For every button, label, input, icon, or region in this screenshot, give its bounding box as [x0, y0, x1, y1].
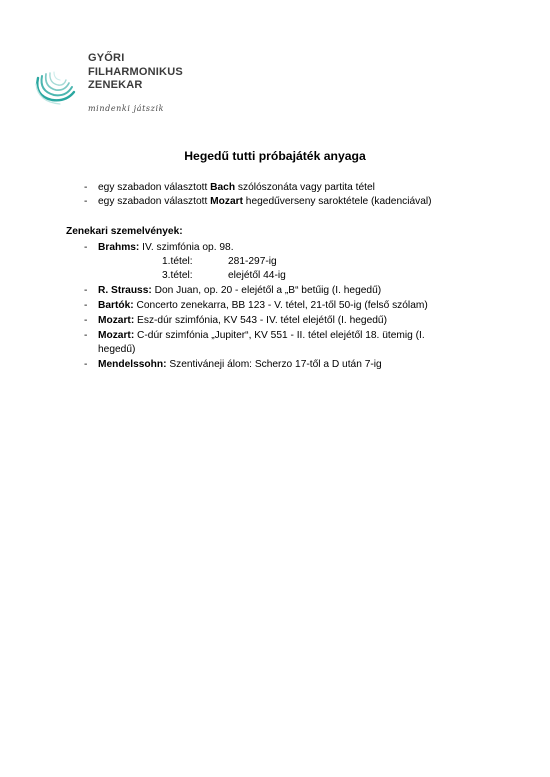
logo-slogan: mindenki játszik: [88, 104, 165, 113]
composer-name: R. Strauss:: [98, 285, 152, 296]
excerpt-details: IV. szimfónia op. 98.: [139, 242, 234, 253]
page-title: Hegedű tutti próbajáték anyaga: [184, 149, 366, 163]
movement-range: 281-297-ig: [228, 256, 277, 267]
bullet-dash: -: [84, 182, 88, 193]
excerpt-continuation: hegedű): [98, 344, 136, 355]
excerpt-details: C-dúr szimfónia „Jupiter“, KV 551 - II. tétel elejétől 18. ütemig (I.: [134, 330, 425, 341]
logo-line-2: FILHARMONIKUS: [88, 65, 183, 78]
intro-item-bach: [98, 182, 375, 193]
bullet-dash: -: [84, 300, 88, 311]
intro-pre: egy szabadon választott: [98, 182, 211, 193]
intro-bold: Mozart: [210, 196, 243, 207]
excerpt-mozart-543: [98, 315, 387, 326]
excerpt-mozart-551: [98, 330, 425, 341]
bullet-dash: -: [84, 285, 88, 296]
logo: [30, 48, 210, 118]
excerpt-details: Don Juan, op. 20 - elejétől a „B“ betűig (I. hegedű): [151, 285, 382, 296]
section-title: Zenekari szemelvények:: [66, 226, 183, 237]
logo-wordmark: [88, 52, 183, 93]
intro-item-mozart: [98, 196, 432, 207]
bullet-dash: -: [84, 330, 88, 341]
composer-name: Bartók:: [98, 300, 134, 311]
bullet-dash: -: [84, 315, 88, 326]
bullet-dash: -: [84, 196, 88, 207]
excerpt-bartok: [98, 300, 428, 311]
movement-label: 1.tétel:: [162, 256, 193, 267]
excerpt-details: Esz-dúr szimfónia, KV 543 - IV. tétel elejétől (I. hegedű): [134, 315, 387, 326]
excerpt-brahms: [98, 242, 234, 253]
logo-line-1: GYŐRI: [88, 52, 125, 64]
movement-label: 3.tétel:: [162, 270, 193, 281]
excerpt-details: Szentiváneji álom: Scherzo 17-től a D után 7-ig: [166, 359, 382, 370]
bullet-dash: -: [84, 359, 88, 370]
composer-name: Brahms:: [98, 242, 140, 253]
composer-name: Mozart:: [98, 315, 135, 326]
excerpt-mendelssohn: [98, 359, 382, 370]
composer-name: Mozart:: [98, 330, 135, 341]
intro-post: szólószonáta vagy partita tétel: [235, 182, 375, 193]
composer-name: Mendelssohn:: [98, 359, 167, 370]
intro-bold: Bach: [210, 182, 236, 193]
movement-range: elejétől 44-ig: [228, 270, 286, 281]
logo-line-3: ZENEKAR: [88, 79, 143, 91]
orchestra-logo-icon: [30, 56, 94, 106]
intro-post: hegedűverseny saroktétele (kadenciával): [242, 196, 432, 207]
excerpt-strauss: [98, 285, 381, 296]
intro-pre: egy szabadon választott: [98, 196, 211, 207]
bullet-dash: -: [84, 242, 88, 253]
excerpt-details: Concerto zenekarra, BB 123 - V. tétel, 21-től 50-ig (felső szólam): [133, 300, 428, 311]
